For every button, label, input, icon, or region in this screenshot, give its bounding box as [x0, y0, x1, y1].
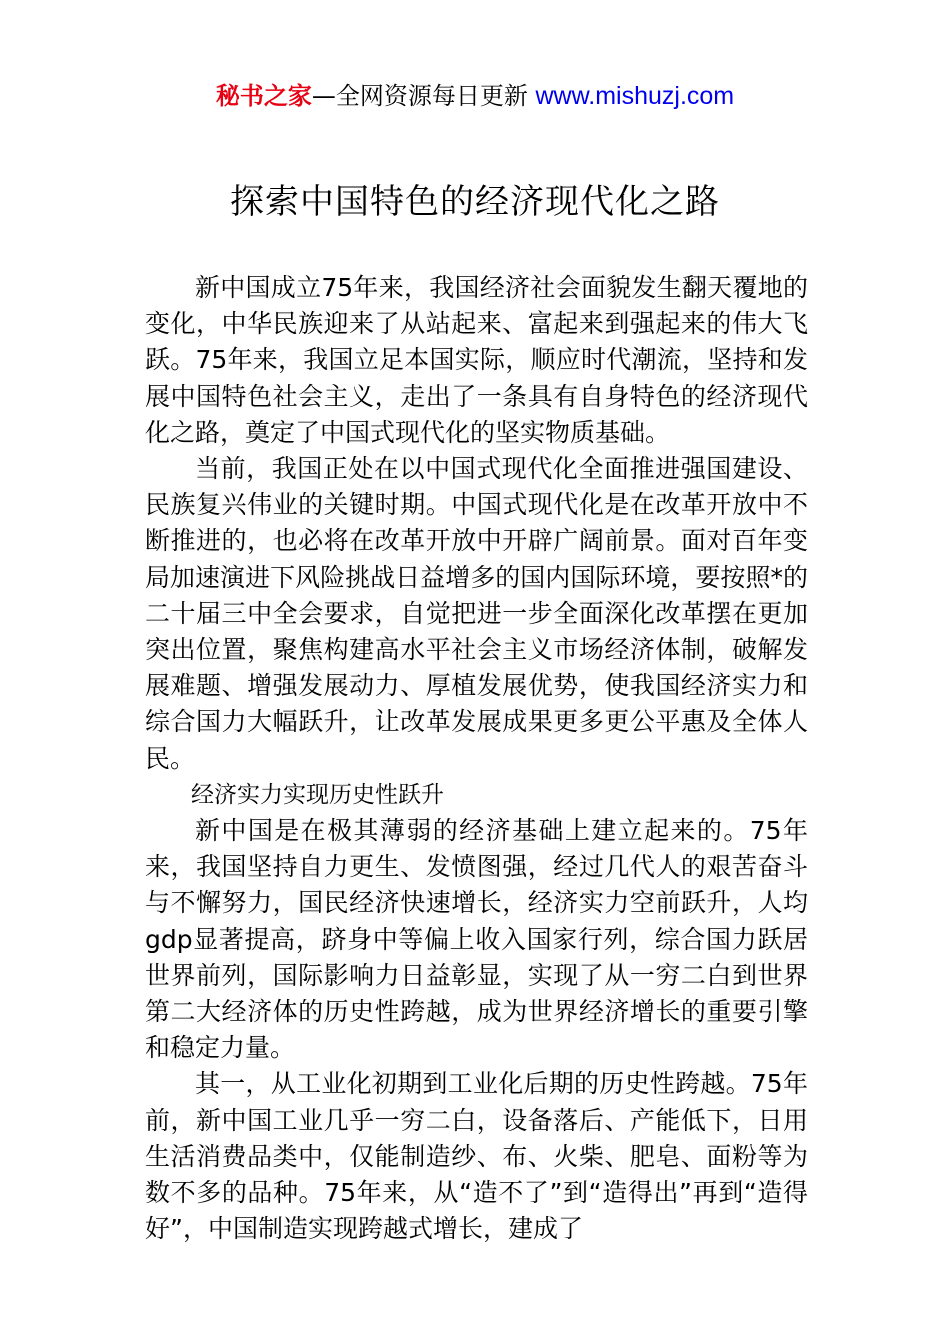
site-header: [0, 80, 950, 112]
document-body: [145, 270, 808, 1247]
paragraph-current-period: 当前，我国正处在以中国式现代化全面推进强国建设、民族复兴伟业的关键时期。中国式现代化是在改革开放中不断推进的，也必将在改革开放中开辟广阔前景。面对百年变局加速演进下风险挑战日益增多的国内国际环境，要按照*的二十届三中全会要求，自觉把进一步全面深化改革摆在更加突出位置，聚焦构建高水平社会主义市场经济体制，破解发展难题、增强发展动力、厚植发展优势，使我国经济实力和综合国力大幅跃升，让改革发展成果更多更公平惠及全体人民。: [145, 454, 808, 773]
paragraph-intro: 新中国成立75年来，我国经济社会面貌发生翻天覆地的变化，中华民族迎来了从站起来、富起来到强起来的伟大飞跃。75年来，我国立足本国实际，顺应时代潮流，坚持和发展中国特色社会主义，走出了一条具有自身特色的经济现代化之路，奠定了中国式现代化的坚实物质基础。: [145, 273, 808, 447]
paragraph-economic-strength: 新中国是在极其薄弱的经济基础上建立起来的。75年来，我国坚持自力更生、发愤图强，经过几代人的艰苦奋斗与不懈努力，国民经济快速增长，经济实力空前跃升，人均gdp显著提高，跻身中等偏上收入国家行列，综合国力跃居世界前列，国际影响力日益彰显，实现了从一穷二白到世界第二大经济体的历史性跨越，成为世界经济增长的重要引擎和稳定力量。: [145, 816, 808, 1063]
section-heading: 经济实力实现历史性跃升: [191, 781, 444, 808]
site-url-link[interactable]: www.mishuzj.com: [535, 82, 735, 110]
document-title: 探索中国特色的经济现代化之路: [230, 182, 720, 222]
site-tagline: —全网资源每日更新: [311, 82, 536, 110]
site-brand: 秘书之家: [215, 82, 312, 110]
paragraph-industrialization: 其一，从工业化初期到工业化后期的历史性跨越。75年前，新中国工业几乎一穷二白，设备落后、产能低下，日用生活消费品类中，仅能制造纱、布、火柴、肥皂、面粉等为数不多的品种。75年来，从“造不了”到“造得出”再到“造得好”，中国制造实现跨越式增长，建成了: [145, 1069, 808, 1244]
